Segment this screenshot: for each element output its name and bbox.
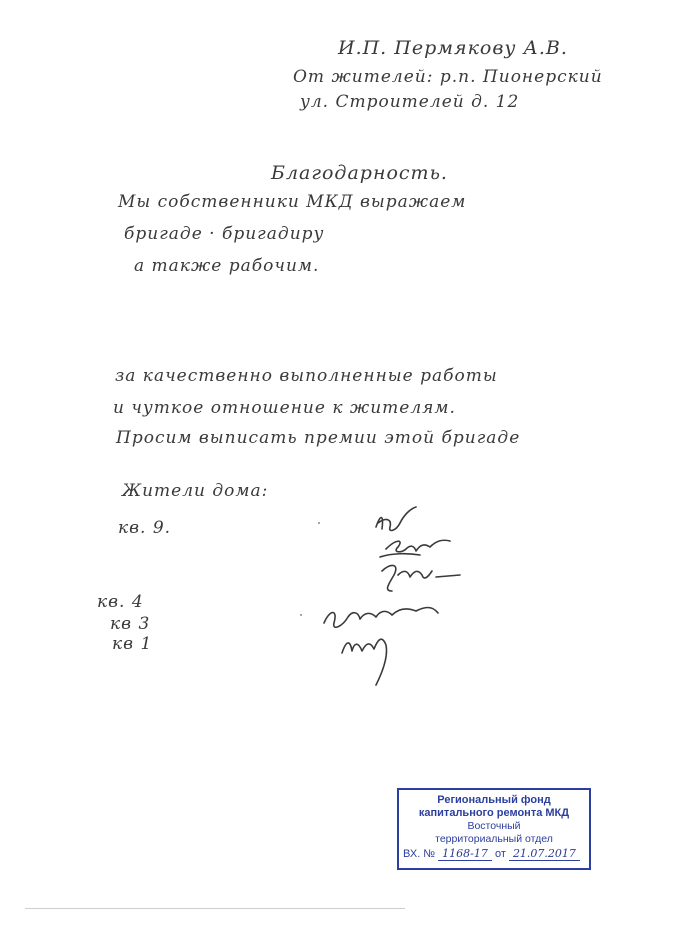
stamp-dept-line-1: Восточный: [467, 820, 521, 832]
stamp-date-label: от: [494, 848, 506, 860]
letter-title: Благодарность.: [271, 162, 448, 184]
stamp-org-line-2: капитального ремонта МКД: [418, 807, 570, 819]
signature-1: [376, 507, 416, 530]
body-line-5: и чуткое отношение к жителям.: [113, 398, 456, 418]
signature-2: [380, 540, 450, 557]
apartment-4: кв. 4: [97, 592, 144, 612]
apartment-3: кв 3: [110, 614, 151, 634]
body-line-1: Мы собственники МКД выражаем: [118, 192, 467, 212]
scan-edge-line: [25, 908, 405, 909]
apartment-9: кв. 9.: [118, 518, 172, 538]
stamp-in-no-value: 1168-17: [438, 847, 492, 861]
body-line-3: а также рабочим.: [134, 256, 320, 276]
sender-address: ул. Строителей д. 12: [300, 92, 520, 112]
registration-stamp: [397, 788, 591, 870]
sender-line: От жителей: р.п. Пионерский: [293, 67, 603, 87]
stamp-date-value: 21.07.2017: [509, 847, 580, 861]
stamp-registration-line: [399, 846, 589, 862]
stamp-dept-line-2: территориальный отдел: [435, 833, 553, 845]
resident-signatures: [320, 505, 470, 695]
signature-3: [382, 565, 460, 591]
body-line-4: за качественно выполненные работы: [115, 366, 498, 386]
stamp-org-line-1: Региональный фонд: [437, 794, 551, 806]
stamp-in-no-label: ВХ. №: [403, 848, 436, 860]
body-line-6: Просим выписать премии этой бригаде: [116, 428, 521, 448]
signature-5: [342, 639, 387, 685]
addressee: И.П. Пермякову А.В.: [338, 37, 568, 59]
apartment-1: кв 1: [112, 634, 153, 654]
body-line-2: бригаде · бригадиру: [124, 224, 325, 244]
ink-dot: [300, 614, 302, 616]
residents-label: Жители дома:: [122, 481, 269, 501]
signature-4: [324, 608, 438, 628]
